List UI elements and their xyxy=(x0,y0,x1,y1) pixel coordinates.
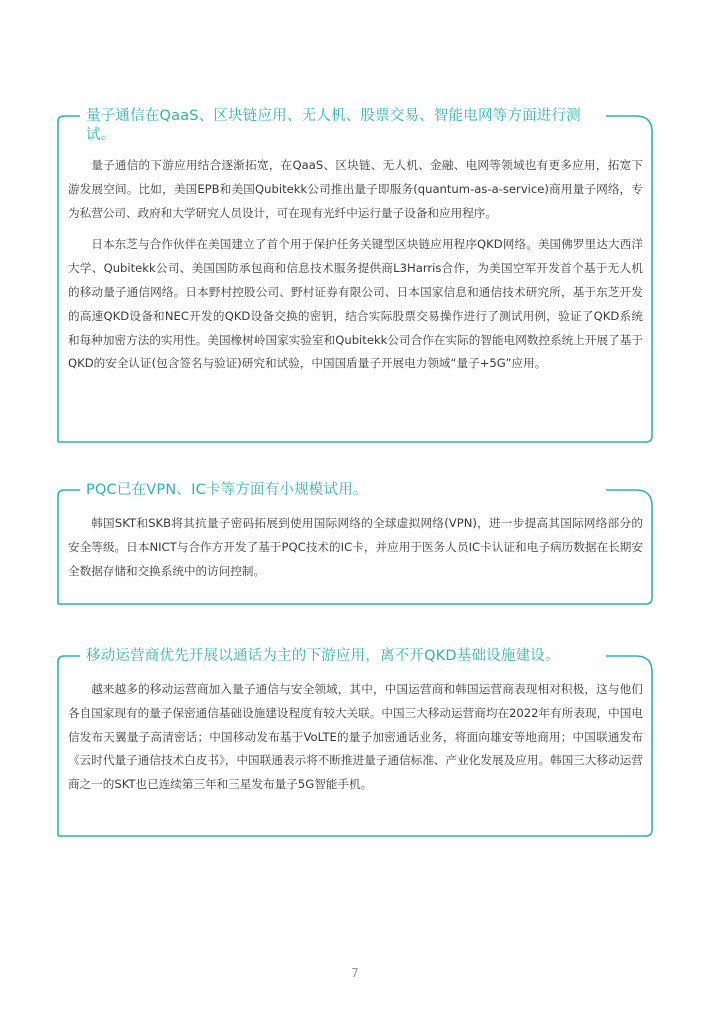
section-title: 移动运营商优先开展以通话为主的下游应用，离不开QKD基础设施建设。 xyxy=(86,648,560,664)
section-title: PQC已在VPN、IC卡等方面有小规模试用。 xyxy=(86,482,368,498)
section-title: 量子通信在QaaS、区块链应用、无人机、股票交易、智能电网等方面进行测试。 xyxy=(86,108,581,143)
paragraph: 韩国SKT和SKB将其抗量子密码拓展到使用国际网络的全球虚拟网络(VPN)，进一步提高其国际网络部分的安全等级。日本NICT与合作方开发了基于PQC技术的IC卡，并应用于医务人员IC卡认证和电子病历数据在长期安全数据存储和交换系统中的访问控制。 xyxy=(68,516,643,578)
section-body xyxy=(68,678,643,805)
paragraph: 日本东芝与合作伙伴在美国建立了首个用于保护任务关键型区块链应用程序QKD网络。美国佛罗里达大西洋大学、Qubitekk公司、美国国防承包商和信息技术服务提供商L3Harris合作，为美国空军开发首个基于无人机的移动量子通信网络。日本野村控股公司、野村证券有限公司、日本国家信息和通信技术研究所，基于东芝开发的高速QKD设备和NEC开发的QKD设备交换的密钥，结合实际股票交易操作进行了测试用例，验证了QKD系统和每种加密方法的实用性。美国橡树岭国家实验室和Qubitekk公司合作在实际的智能电网数控系统上开展了基于QKD的安全认证(包含签名与验证)研究和试验，中国国盾量子开展电力领域“量子+5G”应用。 xyxy=(68,237,643,371)
section-box-pqc-trials xyxy=(58,484,653,604)
section-box-mobile-operators xyxy=(58,650,653,836)
paragraph: 量子通信的下游应用结合逐渐拓宽，在QaaS、区块链、无人机、金融、电网等领域也有更多应用，拓宽下游发展空间。比如，美国EPB和美国Qubitekk公司推出量子即服务(quantum-as-a-service)商用量子网络，专为私营公司、政府和大学研究人员设计，可在现有光纤中运行量子设备和应用程序。 xyxy=(68,158,643,220)
page-number: 7 xyxy=(351,966,359,980)
paragraph: 越来越多的移动运营商加入量子通信与安全领域，其中，中国运营商和韩国运营商表现相对积极，这与他们各自国家现有的量子保密通信基础设施建设程度有较大关联。中国三大移动运营商均在2022年有所表现，中国电信发布天翼量子高清密话；中国移动发布基于VoLTE的量子加密通话业务，将面向雄安等地商用；中国联通发布《云时代量子通信技术白皮书》，中国联通表示将不断推进量子通信标准、产业化发展及应用。韩国三大移动运营商之一的SKT也已连续第三年和三星发布量子5G智能手机。 xyxy=(68,682,643,792)
section-box-qcomm-tests xyxy=(58,110,653,442)
section-body xyxy=(68,512,643,591)
section-body xyxy=(68,154,643,384)
